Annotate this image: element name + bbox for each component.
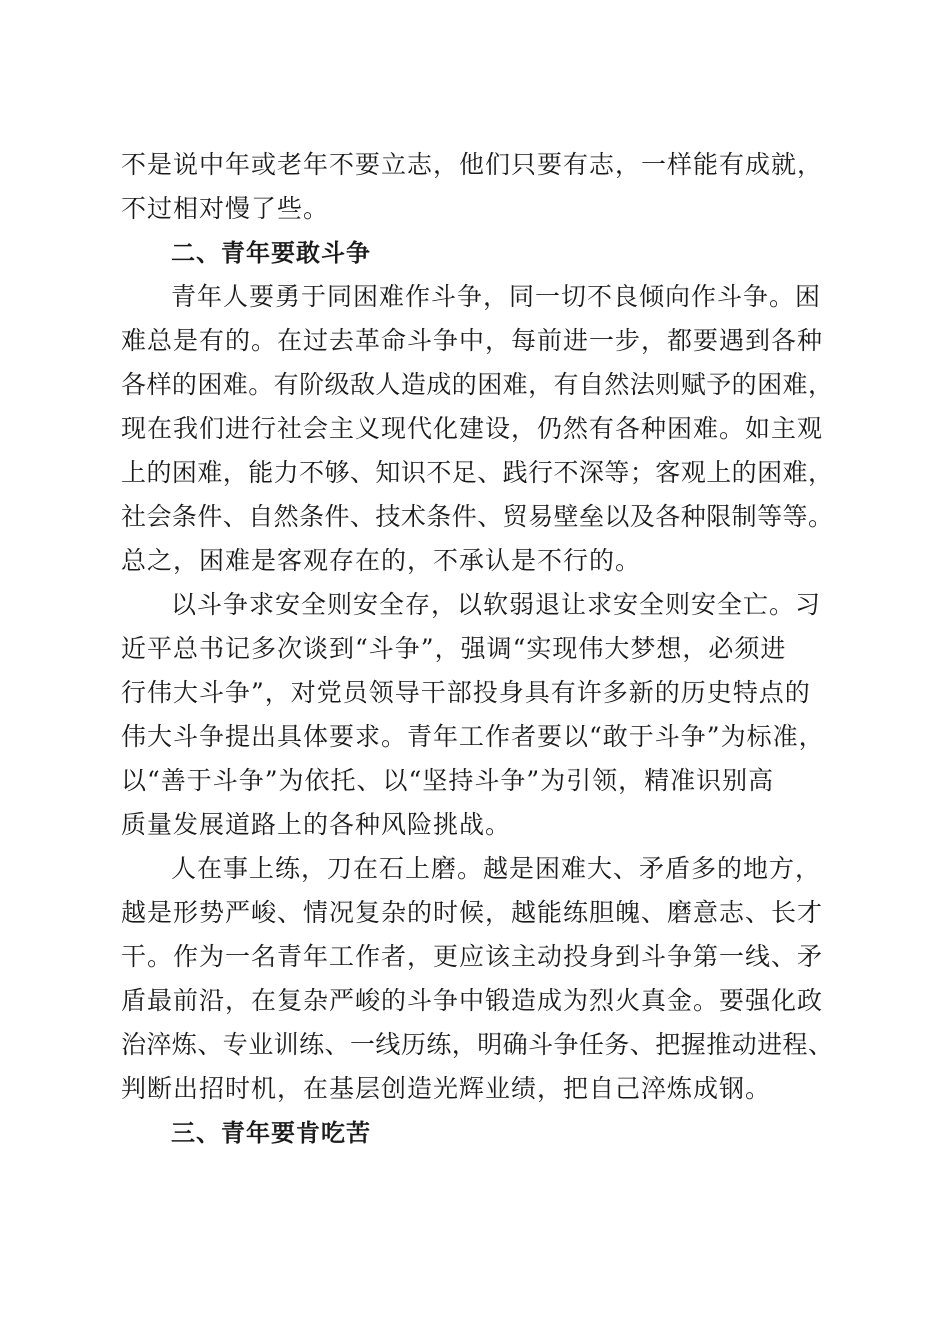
document-body xyxy=(121,143,839,1155)
text-line: 判断出招时机，在基层创造光辉业绩，把自己淬炼成钢。 xyxy=(121,1074,772,1103)
paragraph-first-line: 人在事上练，刀在石上磨。越是困难大、矛盾多的地方， xyxy=(171,854,822,883)
text-line: 难总是有的。在过去革命斗争中，每前进一步，都要遇到各种 xyxy=(121,326,824,355)
paragraph-first-line: 以斗争求安全则安全存，以软弱退让求安全则安全亡。习 xyxy=(171,590,822,619)
text-line: 各样的困难。有阶级敌人造成的困难，有自然法则赋予的困难， xyxy=(121,370,834,399)
text-line: 以“善于斗争”为依托、以“坚持斗争”为引领，精准识别高 xyxy=(121,766,775,795)
text-line: 伟大斗争提出具体要求。青年工作者要以“敢于斗争”为标准， xyxy=(121,722,825,751)
text-line: 越是形势严峻、情况复杂的时候，越能练胆魄、磨意志、长才 xyxy=(121,898,824,927)
section-heading-2: 二、青年要敢斗争 xyxy=(171,239,371,267)
text-line: 总之，困难是客观存在的，不承认是不行的。 xyxy=(121,546,642,575)
text-line: 不是说中年或老年不要立志，他们只要有志，一样能有成就， xyxy=(121,150,824,179)
text-line: 社会条件、自然条件、技术条件、贸易壁垒以及各种限制等等。 xyxy=(121,502,834,531)
paragraph-first-line: 青年人要勇于同困难作斗争，同一切不良倾向作斗争。困 xyxy=(171,282,822,311)
text-line: 不过相对慢了些。 xyxy=(121,194,330,223)
text-line: 干。作为一名青年工作者，更应该主动投身到斗争第一线、矛 xyxy=(121,942,824,971)
text-line: 盾最前沿，在复杂严峻的斗争中锻造成为烈火真金。要强化政 xyxy=(121,986,824,1015)
text-line: 近平总书记多次谈到“斗争”，强调“实现伟大梦想，必须进 xyxy=(121,634,787,663)
text-line: 质量发展道路上的各种风险挑战。 xyxy=(121,810,512,839)
text-line: 上的困难，能力不够、知识不足、践行不深等；客观上的困难， xyxy=(121,458,834,487)
text-line: 行伟大斗争”，对党员领导干部投身具有许多新的历史特点的 xyxy=(121,678,811,707)
section-heading-3: 三、青年要肯吃苦 xyxy=(171,1119,371,1147)
text-line: 治淬炼、专业训练、一线历练，明确斗争任务、把握推动进程、 xyxy=(121,1030,834,1059)
text-line: 现在我们进行社会主义现代化建设，仍然有各种困难。如主观 xyxy=(121,414,824,443)
